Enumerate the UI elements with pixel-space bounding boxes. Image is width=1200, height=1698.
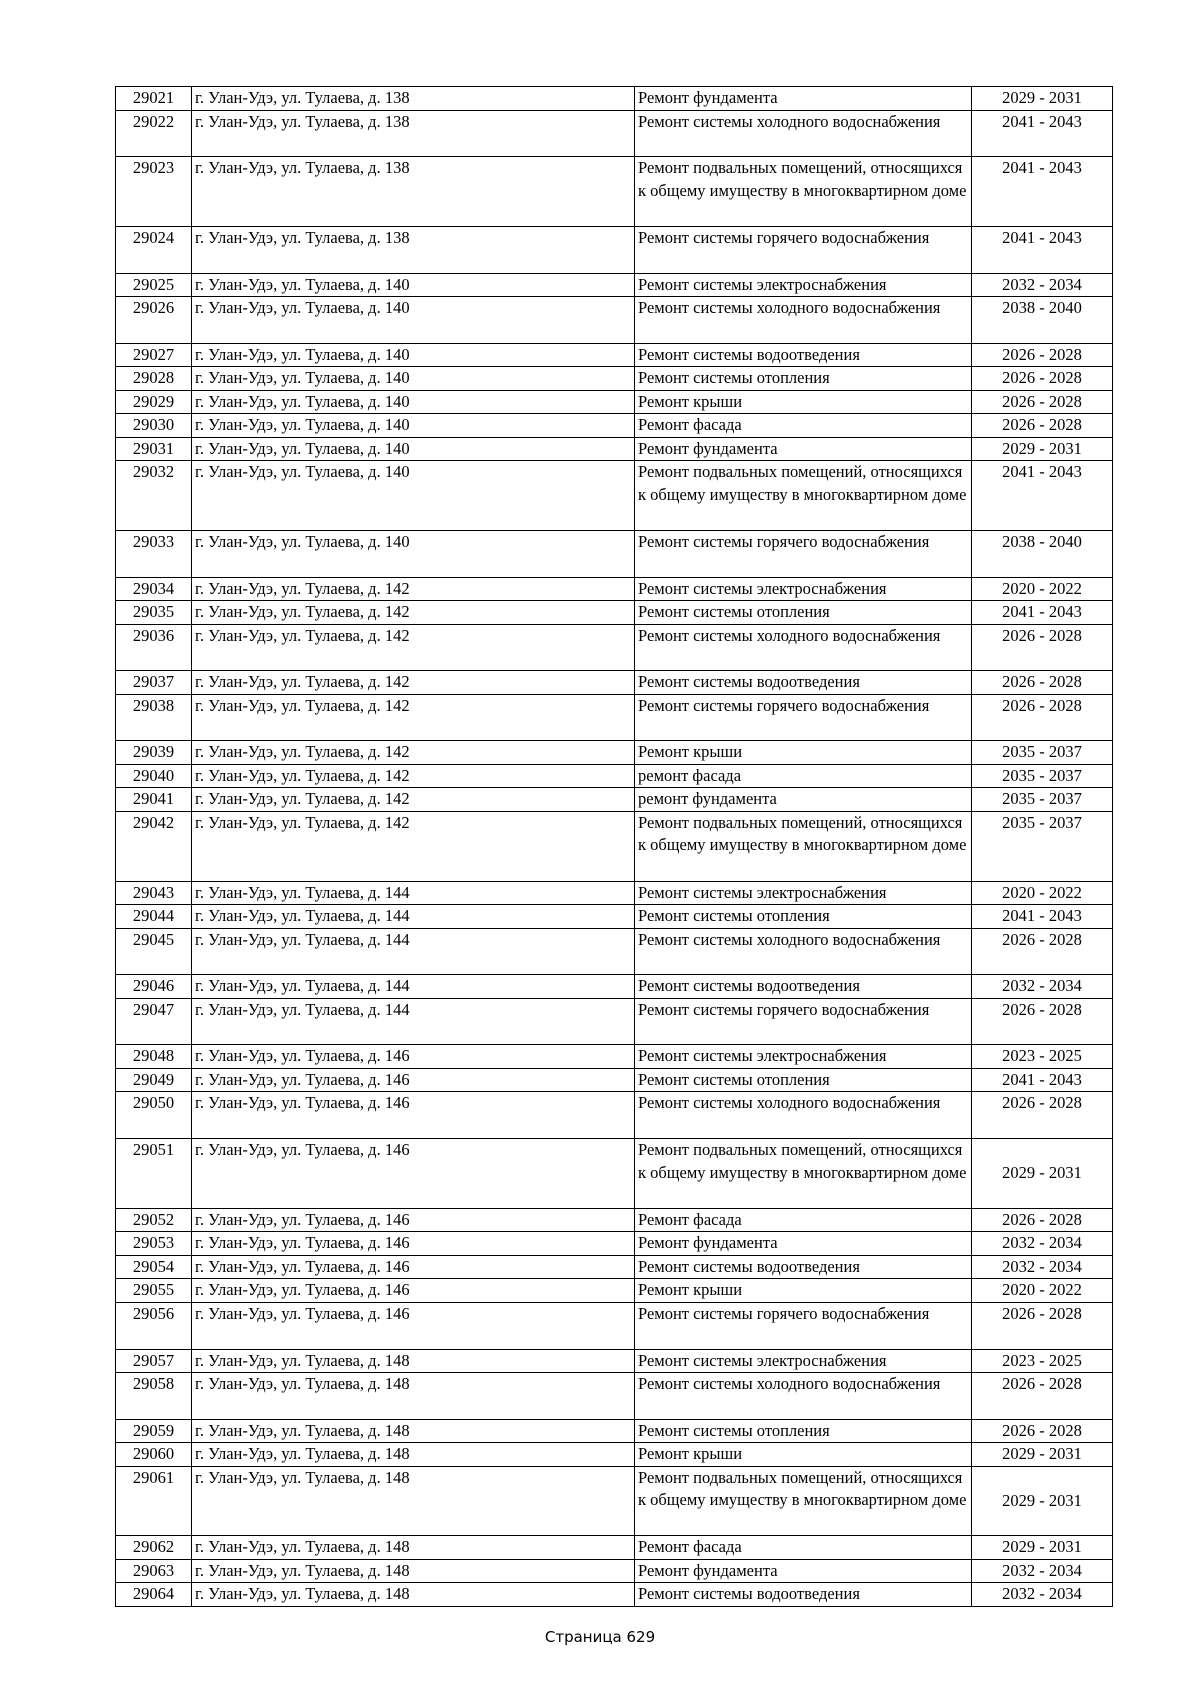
row-years: 2023 - 2025 <box>972 1045 1113 1069</box>
row-years: 2026 - 2028 <box>972 671 1113 695</box>
row-address: г. Улан-Удэ, ул. Тулаева, д. 142 <box>192 694 635 741</box>
row-years: 2035 - 2037 <box>972 788 1113 812</box>
row-years: 2038 - 2040 <box>972 297 1113 344</box>
row-number: 29062 <box>116 1536 192 1560</box>
row-number: 29046 <box>116 975 192 999</box>
row-work-type: Ремонт системы отопления <box>635 1419 972 1443</box>
row-years: 2026 - 2028 <box>972 928 1113 975</box>
row-years: 2035 - 2037 <box>972 764 1113 788</box>
row-address: г. Улан-Удэ, ул. Тулаева, д. 144 <box>192 881 635 905</box>
row-address: г. Улан-Удэ, ул. Тулаева, д. 140 <box>192 461 635 531</box>
table-row <box>116 1045 1113 1069</box>
table-row <box>116 671 1113 695</box>
table-row <box>116 367 1113 391</box>
row-address: г. Улан-Удэ, ул. Тулаева, д. 142 <box>192 671 635 695</box>
row-years: 2035 - 2037 <box>972 741 1113 765</box>
table-row <box>116 1068 1113 1092</box>
table-row <box>116 1349 1113 1373</box>
row-years: 2026 - 2028 <box>972 694 1113 741</box>
row-address: г. Улан-Удэ, ул. Тулаева, д. 142 <box>192 741 635 765</box>
row-address: г. Улан-Удэ, ул. Тулаева, д. 148 <box>192 1349 635 1373</box>
row-work-type: Ремонт крыши <box>635 1279 972 1303</box>
row-address: г. Улан-Удэ, ул. Тулаева, д. 148 <box>192 1559 635 1583</box>
row-number: 29054 <box>116 1255 192 1279</box>
table-row <box>116 577 1113 601</box>
table-row <box>116 1373 1113 1420</box>
table-row <box>116 811 1113 881</box>
row-work-type: Ремонт крыши <box>635 1443 972 1467</box>
row-address: г. Улан-Удэ, ул. Тулаева, д. 140 <box>192 273 635 297</box>
table-row <box>116 297 1113 344</box>
row-years: 2032 - 2034 <box>972 1583 1113 1607</box>
row-years: 2026 - 2028 <box>972 367 1113 391</box>
table-row <box>116 110 1113 157</box>
row-address: г. Улан-Удэ, ул. Тулаева, д. 142 <box>192 788 635 812</box>
table-row <box>116 343 1113 367</box>
page-number: Страница 629 <box>544 1628 656 1646</box>
row-number: 29038 <box>116 694 192 741</box>
row-work-type: Ремонт системы горячего водоснабжения <box>635 531 972 578</box>
row-address: г. Улан-Удэ, ул. Тулаева, д. 146 <box>192 1255 635 1279</box>
table-row <box>116 1466 1113 1536</box>
row-number: 29022 <box>116 110 192 157</box>
row-work-type: Ремонт системы электроснабжения <box>635 1045 972 1069</box>
row-number: 29025 <box>116 273 192 297</box>
row-number: 29036 <box>116 624 192 671</box>
row-number: 29060 <box>116 1443 192 1467</box>
table-row <box>116 881 1113 905</box>
row-address: г. Улан-Удэ, ул. Тулаева, д. 148 <box>192 1419 635 1443</box>
row-number: 29047 <box>116 998 192 1045</box>
row-number: 29041 <box>116 788 192 812</box>
table-row <box>116 694 1113 741</box>
row-number: 29057 <box>116 1349 192 1373</box>
row-number: 29051 <box>116 1139 192 1209</box>
table-row <box>116 975 1113 999</box>
row-work-type: Ремонт фундамента <box>635 1232 972 1256</box>
row-work-type: Ремонт системы горячего водоснабжения <box>635 998 972 1045</box>
row-work-type: Ремонт фасада <box>635 414 972 438</box>
row-work-type: Ремонт фасада <box>635 1208 972 1232</box>
row-address: г. Улан-Удэ, ул. Тулаева, д. 140 <box>192 367 635 391</box>
row-address: г. Улан-Удэ, ул. Тулаева, д. 146 <box>192 1092 635 1139</box>
row-work-type: Ремонт системы горячего водоснабжения <box>635 1302 972 1349</box>
row-work-type: Ремонт системы электроснабжения <box>635 273 972 297</box>
table-row <box>116 1279 1113 1303</box>
table-row <box>116 1208 1113 1232</box>
table-row <box>116 1443 1113 1467</box>
row-years: 2026 - 2028 <box>972 1208 1113 1232</box>
row-years: 2020 - 2022 <box>972 881 1113 905</box>
row-years: 2041 - 2043 <box>972 110 1113 157</box>
table-row <box>116 788 1113 812</box>
row-years: 2038 - 2040 <box>972 531 1113 578</box>
row-work-type: Ремонт системы холодного водоснабжения <box>635 624 972 671</box>
row-work-type: Ремонт системы отопления <box>635 905 972 929</box>
works-table-body <box>116 87 1113 1607</box>
row-years: 2032 - 2034 <box>972 1559 1113 1583</box>
row-address: г. Улан-Удэ, ул. Тулаева, д. 144 <box>192 905 635 929</box>
table-row <box>116 1419 1113 1443</box>
row-work-type: Ремонт системы электроснабжения <box>635 1349 972 1373</box>
row-address: г. Улан-Удэ, ул. Тулаева, д. 146 <box>192 1279 635 1303</box>
table-row <box>116 741 1113 765</box>
row-address: г. Улан-Удэ, ул. Тулаева, д. 148 <box>192 1536 635 1560</box>
row-address: г. Улан-Удэ, ул. Тулаева, д. 144 <box>192 998 635 1045</box>
row-years: 2026 - 2028 <box>972 343 1113 367</box>
row-address: г. Улан-Удэ, ул. Тулаева, д. 146 <box>192 1208 635 1232</box>
row-address: г. Улан-Удэ, ул. Тулаева, д. 142 <box>192 764 635 788</box>
row-number: 29031 <box>116 437 192 461</box>
table-row <box>116 905 1113 929</box>
row-years: 2029 - 2031 <box>972 1536 1113 1560</box>
row-address: г. Улан-Удэ, ул. Тулаева, д. 146 <box>192 1068 635 1092</box>
row-work-type: Ремонт фундамента <box>635 1559 972 1583</box>
table-row <box>116 998 1113 1045</box>
row-years: 2041 - 2043 <box>972 226 1113 273</box>
table-row <box>116 414 1113 438</box>
row-years: 2023 - 2025 <box>972 1349 1113 1373</box>
row-years: 2020 - 2022 <box>972 577 1113 601</box>
row-number: 29033 <box>116 531 192 578</box>
row-years: 2026 - 2028 <box>972 1373 1113 1420</box>
row-number: 29053 <box>116 1232 192 1256</box>
row-work-type: Ремонт подвальных помещений, относящихся к общему имуществу в многоквартирном доме <box>635 1466 972 1536</box>
row-number: 29063 <box>116 1559 192 1583</box>
row-work-type: Ремонт крыши <box>635 390 972 414</box>
row-work-type: Ремонт подвальных помещений, относящихся к общему имуществу в многоквартирном доме <box>635 811 972 881</box>
works-table <box>115 86 1113 1607</box>
table-row <box>116 601 1113 625</box>
row-number: 29030 <box>116 414 192 438</box>
row-number: 29049 <box>116 1068 192 1092</box>
row-work-type: Ремонт системы отопления <box>635 367 972 391</box>
row-number: 29028 <box>116 367 192 391</box>
row-address: г. Улан-Удэ, ул. Тулаева, д. 144 <box>192 975 635 999</box>
row-address: г. Улан-Удэ, ул. Тулаева, д. 138 <box>192 87 635 111</box>
row-years: 2026 - 2028 <box>972 624 1113 671</box>
row-number: 29035 <box>116 601 192 625</box>
row-work-type: Ремонт фасада <box>635 1536 972 1560</box>
row-number: 29032 <box>116 461 192 531</box>
row-years: 2041 - 2043 <box>972 601 1113 625</box>
row-work-type: Ремонт подвальных помещений, относящихся к общему имуществу в многоквартирном доме <box>635 157 972 227</box>
row-years: 2026 - 2028 <box>972 414 1113 438</box>
row-years: 2029 - 2031 <box>972 437 1113 461</box>
row-years: 2041 - 2043 <box>972 157 1113 227</box>
row-years: 2029 - 2031 <box>972 1466 1113 1536</box>
row-address: г. Улан-Удэ, ул. Тулаева, д. 148 <box>192 1443 635 1467</box>
row-address: г. Улан-Удэ, ул. Тулаева, д. 140 <box>192 297 635 344</box>
row-years: 2032 - 2034 <box>972 975 1113 999</box>
table-row <box>116 1232 1113 1256</box>
row-work-type: ремонт фасада <box>635 764 972 788</box>
row-number: 29044 <box>116 905 192 929</box>
row-number: 29043 <box>116 881 192 905</box>
table-row <box>116 1255 1113 1279</box>
row-address: г. Улан-Удэ, ул. Тулаева, д. 148 <box>192 1373 635 1420</box>
row-years: 2026 - 2028 <box>972 390 1113 414</box>
row-work-type: Ремонт системы холодного водоснабжения <box>635 297 972 344</box>
table-row <box>116 226 1113 273</box>
row-number: 29052 <box>116 1208 192 1232</box>
row-number: 29029 <box>116 390 192 414</box>
row-number: 29061 <box>116 1466 192 1536</box>
table-row <box>116 1583 1113 1607</box>
row-number: 29059 <box>116 1419 192 1443</box>
row-number: 29026 <box>116 297 192 344</box>
table-row <box>116 1092 1113 1139</box>
row-work-type: Ремонт системы водоотведения <box>635 1255 972 1279</box>
row-address: г. Улан-Удэ, ул. Тулаева, д. 140 <box>192 531 635 578</box>
row-years: 2029 - 2031 <box>972 1139 1113 1209</box>
row-years: 2032 - 2034 <box>972 1232 1113 1256</box>
row-work-type: Ремонт системы холодного водоснабжения <box>635 1092 972 1139</box>
table-row <box>116 624 1113 671</box>
row-number: 29045 <box>116 928 192 975</box>
row-address: г. Улан-Удэ, ул. Тулаева, д. 146 <box>192 1232 635 1256</box>
table-row <box>116 437 1113 461</box>
table-row <box>116 531 1113 578</box>
row-work-type: Ремонт системы холодного водоснабжения <box>635 928 972 975</box>
row-work-type: Ремонт системы водоотведения <box>635 343 972 367</box>
row-years: 2041 - 2043 <box>972 461 1113 531</box>
row-work-type: Ремонт системы отопления <box>635 1068 972 1092</box>
row-work-type: Ремонт системы электроснабжения <box>635 881 972 905</box>
row-address: г. Улан-Удэ, ул. Тулаева, д. 138 <box>192 110 635 157</box>
table-row <box>116 1139 1113 1209</box>
row-number: 29023 <box>116 157 192 227</box>
row-number: 29034 <box>116 577 192 601</box>
row-number: 29058 <box>116 1373 192 1420</box>
row-address: г. Улан-Удэ, ул. Тулаева, д. 142 <box>192 601 635 625</box>
row-number: 29050 <box>116 1092 192 1139</box>
row-years: 2026 - 2028 <box>972 998 1113 1045</box>
row-work-type: Ремонт системы горячего водоснабжения <box>635 694 972 741</box>
row-number: 29037 <box>116 671 192 695</box>
table-row <box>116 87 1113 111</box>
row-years: 2026 - 2028 <box>972 1092 1113 1139</box>
row-work-type: Ремонт системы холодного водоснабжения <box>635 1373 972 1420</box>
row-work-type: Ремонт крыши <box>635 741 972 765</box>
row-years: 2032 - 2034 <box>972 273 1113 297</box>
row-address: г. Улан-Удэ, ул. Тулаева, д. 142 <box>192 811 635 881</box>
row-number: 29021 <box>116 87 192 111</box>
table-row <box>116 764 1113 788</box>
row-years: 2029 - 2031 <box>972 1443 1113 1467</box>
row-address: г. Улан-Удэ, ул. Тулаева, д. 146 <box>192 1045 635 1069</box>
row-number: 29027 <box>116 343 192 367</box>
row-years: 2020 - 2022 <box>972 1279 1113 1303</box>
row-address: г. Улан-Удэ, ул. Тулаева, д. 140 <box>192 343 635 367</box>
row-address: г. Улан-Удэ, ул. Тулаева, д. 140 <box>192 414 635 438</box>
table-row <box>116 273 1113 297</box>
row-number: 29042 <box>116 811 192 881</box>
row-work-type: Ремонт системы электроснабжения <box>635 577 972 601</box>
table-row <box>116 157 1113 227</box>
row-work-type: Ремонт системы водоотведения <box>635 1583 972 1607</box>
row-number: 29024 <box>116 226 192 273</box>
row-years: 2041 - 2043 <box>972 905 1113 929</box>
row-number: 29039 <box>116 741 192 765</box>
row-number: 29056 <box>116 1302 192 1349</box>
row-address: г. Улан-Удэ, ул. Тулаева, д. 140 <box>192 390 635 414</box>
row-number: 29040 <box>116 764 192 788</box>
row-address: г. Улан-Удэ, ул. Тулаева, д. 142 <box>192 624 635 671</box>
row-work-type: Ремонт подвальных помещений, относящихся к общему имуществу в многоквартирном доме <box>635 461 972 531</box>
row-number: 29048 <box>116 1045 192 1069</box>
row-years: 2041 - 2043 <box>972 1068 1113 1092</box>
row-address: г. Улан-Удэ, ул. Тулаева, д. 148 <box>192 1583 635 1607</box>
table-row <box>116 461 1113 531</box>
row-years: 2035 - 2037 <box>972 811 1113 881</box>
row-address: г. Улан-Удэ, ул. Тулаева, д. 144 <box>192 928 635 975</box>
row-work-type: Ремонт подвальных помещений, относящихся к общему имуществу в многоквартирном доме <box>635 1139 972 1209</box>
row-number: 29064 <box>116 1583 192 1607</box>
row-years: 2026 - 2028 <box>972 1302 1113 1349</box>
row-address: г. Улан-Удэ, ул. Тулаева, д. 146 <box>192 1302 635 1349</box>
row-address: г. Улан-Удэ, ул. Тулаева, д. 138 <box>192 157 635 227</box>
table-row <box>116 1559 1113 1583</box>
row-work-type: Ремонт фундамента <box>635 437 972 461</box>
row-work-type: Ремонт системы холодного водоснабжения <box>635 110 972 157</box>
row-years: 2032 - 2034 <box>972 1255 1113 1279</box>
row-years: 2029 - 2031 <box>972 87 1113 111</box>
row-work-type: Ремонт системы водоотведения <box>635 975 972 999</box>
row-number: 29055 <box>116 1279 192 1303</box>
row-years: 2026 - 2028 <box>972 1419 1113 1443</box>
table-row <box>116 390 1113 414</box>
row-work-type: ремонт фундамента <box>635 788 972 812</box>
row-work-type: Ремонт фундамента <box>635 87 972 111</box>
row-work-type: Ремонт системы отопления <box>635 601 972 625</box>
row-address: г. Улан-Удэ, ул. Тулаева, д. 146 <box>192 1139 635 1209</box>
row-address: г. Улан-Удэ, ул. Тулаева, д. 148 <box>192 1466 635 1536</box>
table-row <box>116 1536 1113 1560</box>
table-row <box>116 1302 1113 1349</box>
row-work-type: Ремонт системы водоотведения <box>635 671 972 695</box>
row-address: г. Улан-Удэ, ул. Тулаева, д. 138 <box>192 226 635 273</box>
row-work-type: Ремонт системы горячего водоснабжения <box>635 226 972 273</box>
row-address: г. Улан-Удэ, ул. Тулаева, д. 140 <box>192 437 635 461</box>
table-row <box>116 928 1113 975</box>
row-address: г. Улан-Удэ, ул. Тулаева, д. 142 <box>192 577 635 601</box>
